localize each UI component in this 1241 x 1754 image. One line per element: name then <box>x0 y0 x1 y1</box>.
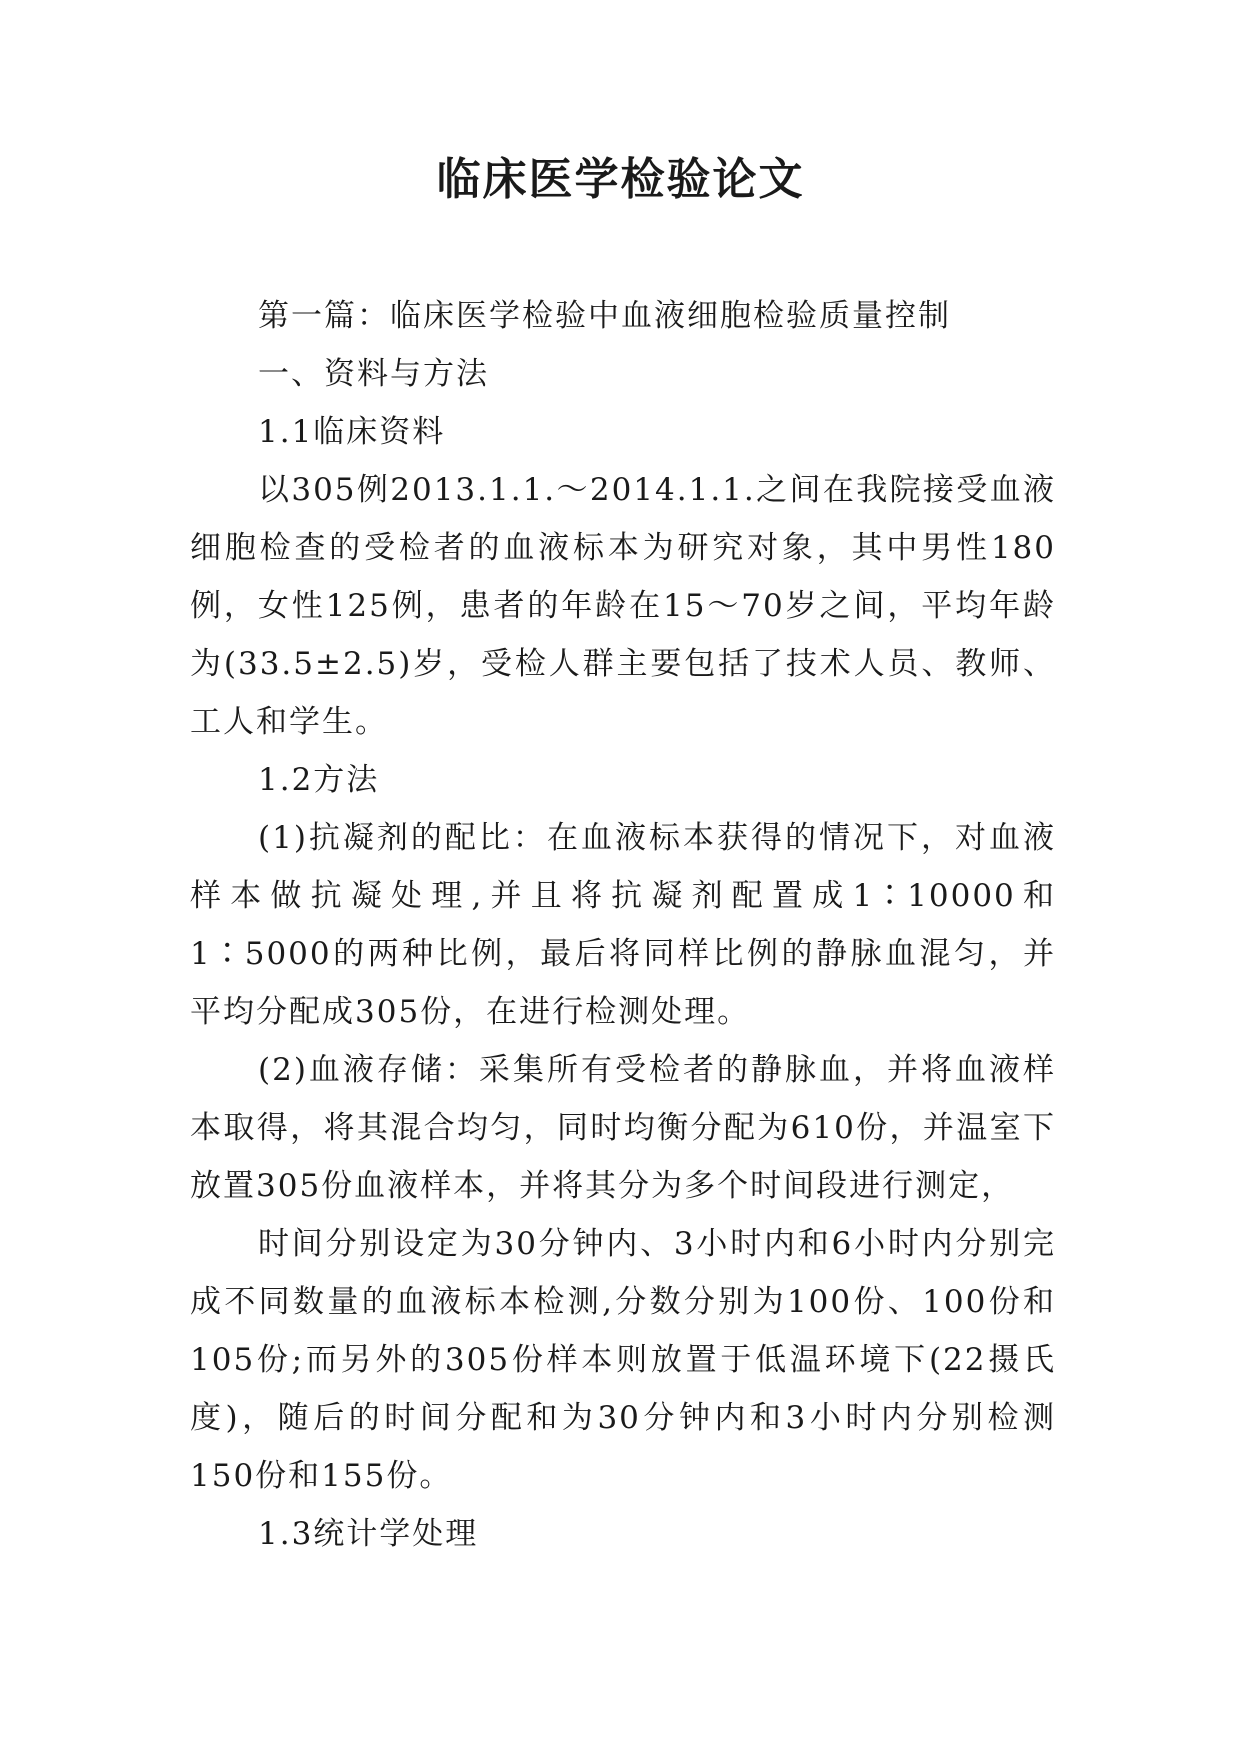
document-body <box>190 287 1056 1563</box>
body-paragraph: (2)血液存储：采集所有受检者的静脉血，并将血液样本取得，将其混合均匀，同时均衡分配为610份，并温室下放置305份血液样本，并将其分为多个时间段进行测定， <box>190 1052 1056 1204</box>
body-paragraph: 以305例2013.1.1.～2014.1.1.之间在我院接受血液细胞检查的受检者的血液标本为研究对象，其中男性180例，女性125例，患者的年龄在15～70岁之间，平均年龄为(33.5±2.5)岁，受检人群主要包括了技术人员、教师、工人和学生。 <box>190 472 1056 740</box>
body-paragraph: (1)抗凝剂的配比：在血液标本获得的情况下，对血液样本做抗凝处理,并且将抗凝剂配置成1∶10000和1∶5000的两种比例，最后将同样比例的静脉血混匀，并平均分配成305份，在进行检测处理。 <box>190 820 1056 1030</box>
subsection-heading: 一、资料与方法 <box>258 356 489 392</box>
document-title: 临床医学检验论文 <box>436 154 805 205</box>
subsection-heading: 1.3统计学处理 <box>258 1516 479 1552</box>
section-heading: 第一篇：临床医学检验中血液细胞检验质量控制 <box>258 298 951 334</box>
subsection-heading: 1.2方法 <box>258 762 380 798</box>
subsection-heading: 1.1临床资料 <box>258 414 446 450</box>
body-paragraph: 时间分别设定为30分钟内、3小时内和6小时内分别完成不同数量的血液标本检测,分数分别为100份、100份和105份;而另外的305份样本则放置于低温环境下(22摄氏度)，随后的时间分配和为30分钟内和3小时内分别检测150份和155份。 <box>190 1226 1056 1494</box>
